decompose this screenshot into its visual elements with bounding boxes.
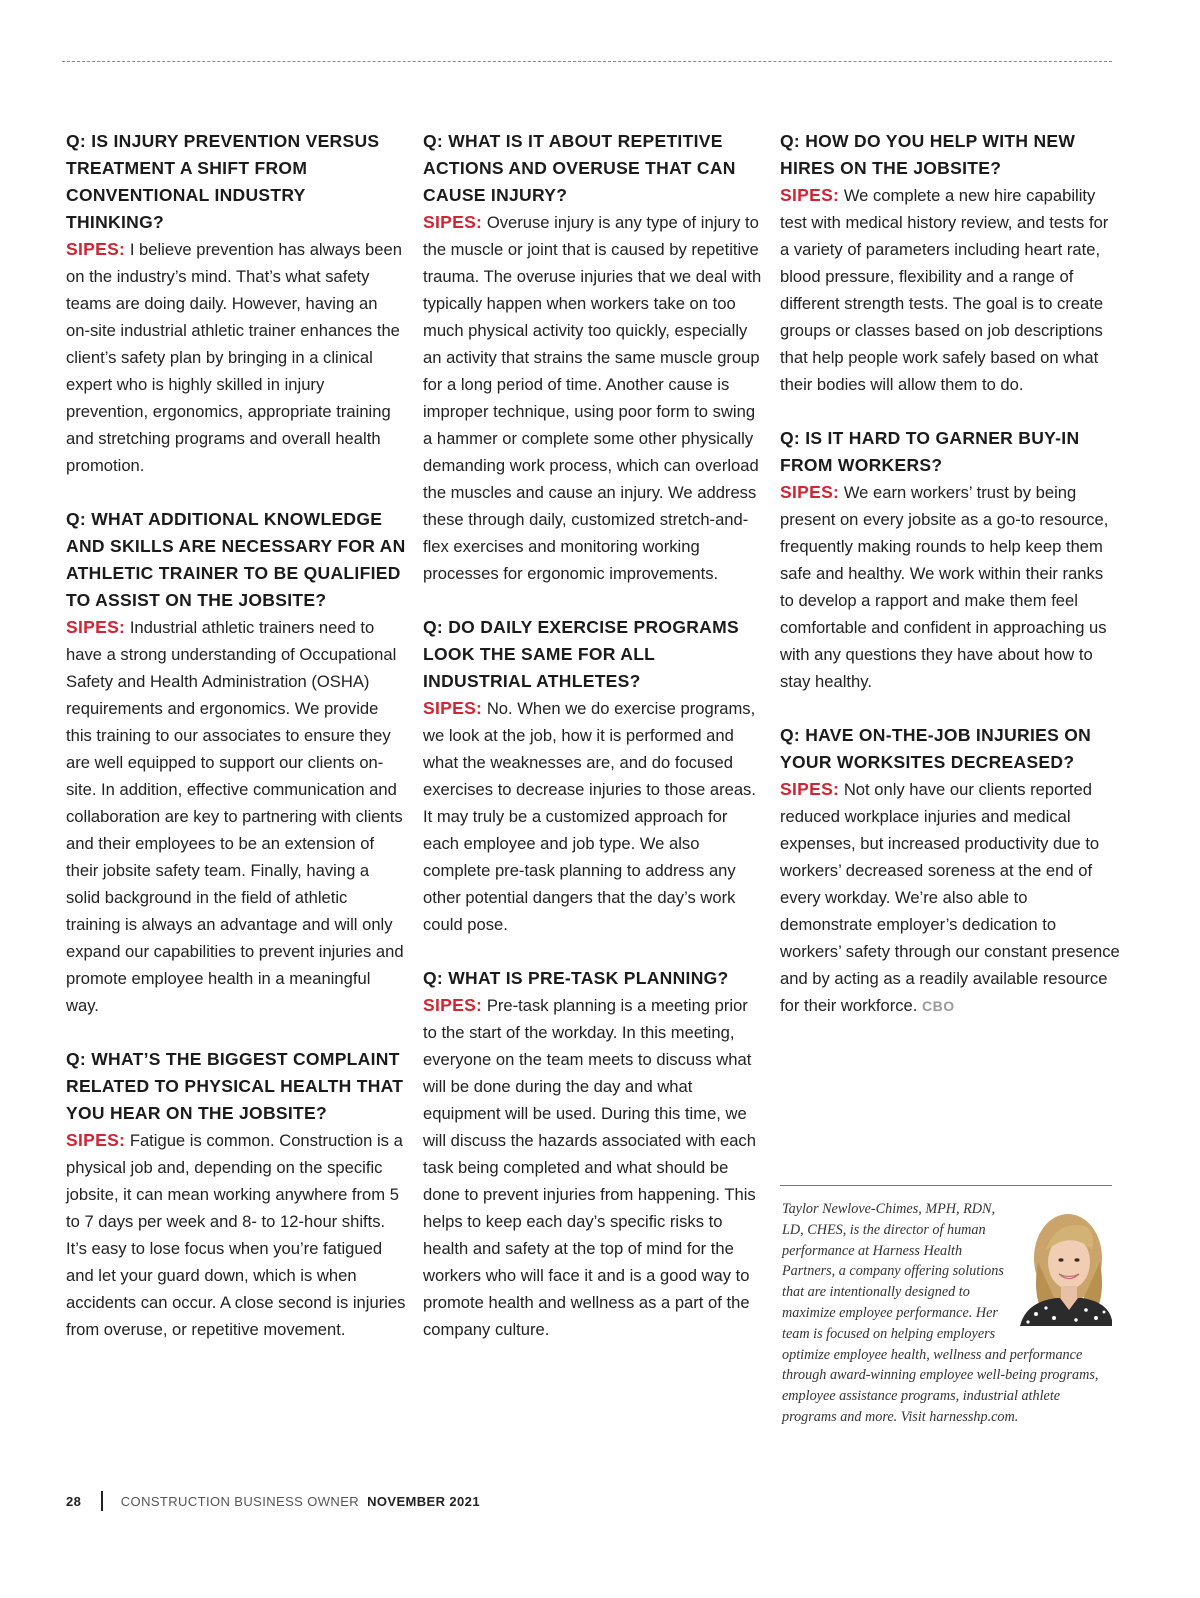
- answer-paragraph: [423, 209, 763, 587]
- bio-divider: [780, 1185, 1112, 1186]
- page-footer: [66, 1490, 480, 1512]
- qa-block: [780, 128, 1120, 398]
- answer-paragraph: [423, 992, 763, 1343]
- issue-date: NOVEMBER 2021: [367, 1493, 480, 1509]
- interviewee-label: SIPES:: [66, 617, 126, 637]
- interviewee-label: SIPES:: [423, 212, 483, 232]
- answer-paragraph: [780, 479, 1120, 695]
- interviewee-label: SIPES:: [423, 995, 483, 1015]
- answer-text: Not only have our clients reported reduced workplace injuries and medical expenses, but increased productivity due to workers’ decreased soreness at the end of every workday. We’re also able to demonstrate employer’s dedication to workers’ safety through our constant presence and by acting as a readily available resource for their workforce.: [780, 780, 1120, 1015]
- question-heading: Q: WHAT IS IT ABOUT REPETITIVE ACTIONS AND OVERUSE THAT CAN CAUSE INJURY?: [423, 131, 736, 205]
- question-heading: Q: WHAT IS PRE-TASK PLANNING?: [423, 968, 729, 988]
- answer-text: Industrial athletic trainers need to have a strong understanding of Occupational Safety and Health Administration (OSHA) requirements and ergonomics. We provide this training to our associates to ensure they are well equipped to support our clients on-site. In addition, effective communication and collaboration are key to partnering with clients and their employees to be an extension of their jobsite safety team. Finally, having a solid background in the field of athletic training is always an advantage and will only expand our capabilities to prevent injuries and promote employee health in a meaningful way.: [66, 618, 404, 1015]
- interviewee-label: SIPES:: [780, 185, 840, 205]
- author-headshot: [1016, 1202, 1112, 1326]
- interviewee-label: SIPES:: [780, 779, 840, 799]
- interviewee-label: SIPES:: [780, 482, 840, 502]
- page-number: 28: [66, 1493, 82, 1509]
- answer-text: No. When we do exercise programs, we look at the job, how it is performed and what the weaknesses are, and do focused exercises to decrease injuries to those areas. It may truly be a customized approach for each employee and job type. We also complete pre-task planning to address any other potential dangers that the day’s work could pose.: [423, 699, 756, 934]
- question-heading: Q: WHAT’S THE BIGGEST COMPLAINT RELATED TO PHYSICAL HEALTH THAT YOU HEAR ON THE JOBSITE?: [66, 1049, 404, 1123]
- publication-name: CONSTRUCTION BUSINESS OWNER: [120, 1493, 360, 1509]
- answer-paragraph: [66, 614, 406, 1019]
- answer-paragraph: [780, 776, 1120, 1020]
- qa-block: [423, 965, 763, 1343]
- qa-block: [780, 425, 1120, 695]
- qa-block: [780, 722, 1120, 1020]
- footer-divider: [101, 1491, 103, 1511]
- end-mark: CBO: [922, 998, 955, 1014]
- author-bio: [782, 1199, 1112, 1428]
- article-column-3: [780, 128, 1120, 1047]
- qa-block: [423, 614, 763, 938]
- author-portrait-image: [1016, 1202, 1112, 1326]
- bio-text: Taylor Newlove-Chimes, MPH, RDN, LD, CHES, is the director of human performance at Harness Health Partners, a company offering solutions that are intentionally designed to maximize employee performance. Her team is focused on helping employers optimize employee health, wellness and performance through award-winning employee well-being programs, employee assistance programs, industrial athlete programs and more. Visit harnesshp.com.: [782, 1201, 1099, 1425]
- answer-paragraph: [66, 1127, 406, 1343]
- qa-block: [66, 128, 406, 479]
- question-heading: Q: DO DAILY EXERCISE PROGRAMS LOOK THE SAME FOR ALL INDUSTRIAL ATHLETES?: [423, 617, 739, 691]
- answer-text: I believe prevention has always been on the industry’s mind. That’s what safety teams are doing daily. However, having an on-site industrial athletic trainer enhances the client’s safety plan by bringing in a clinical expert who is highly skilled in injury prevention, ergonomics, appropriate training and stretching programs and overall health promotion.: [66, 240, 402, 475]
- answer-text: We complete a new hire capability test with medical history review, and tests for a variety of parameters including heart rate, blood pressure, flexibility and a range of different strength tests. The goal is to create groups or classes based on job descriptions that help people work safely based on what their bodies will allow them to do.: [780, 186, 1109, 394]
- answer-paragraph: [66, 236, 406, 479]
- question-heading: Q: HAVE ON-THE-JOB INJURIES ON YOUR WORKSITES DECREASED?: [780, 725, 1092, 772]
- question-heading: Q: IS INJURY PREVENTION VERSUS TREATMENT A SHIFT FROM CONVENTIONAL INDUSTRY THINKING?: [66, 131, 380, 232]
- answer-text: Overuse injury is any type of injury to the muscle or joint that is caused by repetitive trauma. The overuse injuries that we deal with typically happen when workers take on too much physical activity too quickly, especially an activity that strains the same muscle group for a long period of time. Another cause is improper technique, using poor form to swing a hammer or complete some other physically demanding work process, which can overload the muscles and cause an injury. We address these through daily, customized stretch-and-flex exercises and monitoring working processes for ergonomic improvements.: [423, 213, 762, 583]
- interviewee-label: SIPES:: [423, 698, 483, 718]
- top-dashed-rule: [62, 61, 1112, 62]
- question-heading: Q: HOW DO YOU HELP WITH NEW HIRES ON THE JOBSITE?: [780, 131, 1076, 178]
- question-heading: Q: WHAT ADDITIONAL KNOWLEDGE AND SKILLS ARE NECESSARY FOR AN ATHLETIC TRAINER TO BE QUALIFIED TO ASSIST ON THE JOBSITE?: [66, 509, 406, 610]
- answer-paragraph: [780, 182, 1120, 398]
- qa-block: [66, 506, 406, 1019]
- answer-text: Fatigue is common. Construction is a physical job and, depending on the specific jobsite, it can mean working anywhere from 5 to 7 days per week and 8- to 12-hour shifts. It’s easy to lose focus when you’re fatigued and let your guard down, which is when accidents can occur. A close second is injuries from overuse, or repetitive movement.: [66, 1131, 406, 1339]
- interviewee-label: SIPES:: [66, 239, 126, 259]
- qa-block: [66, 1046, 406, 1343]
- answer-text: Pre-task planning is a meeting prior to the start of the workday. In this meeting, everyone on the team meets to discuss what will be done during the day and what equipment will be used. During this time, we will discuss the hazards associated with each task being completed and what should be done to prevent injuries from happening. This helps to keep each day’s specific risks to health and safety at the top of mind for the workers who will face it and is a good way to promote health and wellness as a part of the company culture.: [423, 996, 756, 1339]
- qa-block: [423, 128, 763, 587]
- answer-text: We earn workers’ trust by being present on every jobsite as a go-to resource, frequently making rounds to help keep them safe and healthy. We work within their ranks to develop a rapport and make them feel comfortable and confident in approaching us with any questions they have about how to stay healthy.: [780, 483, 1109, 691]
- question-heading: Q: IS IT HARD TO GARNER BUY-IN FROM WORKERS?: [780, 428, 1080, 475]
- answer-paragraph: [423, 695, 763, 938]
- article-column-2: [423, 128, 763, 1370]
- interviewee-label: SIPES:: [66, 1130, 126, 1150]
- article-column-1: [66, 128, 406, 1370]
